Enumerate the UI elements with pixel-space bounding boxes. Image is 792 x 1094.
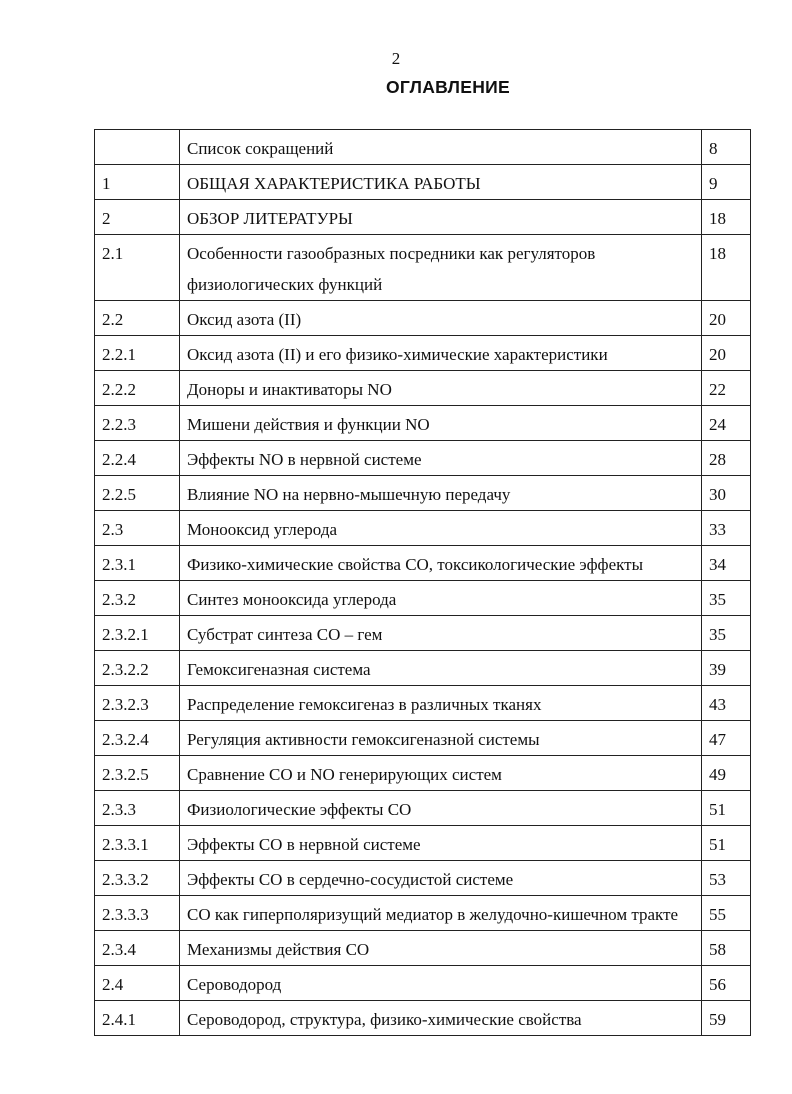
toc-row — [95, 371, 751, 406]
toc-row — [95, 651, 751, 686]
toc-section-title: Список сокращений — [180, 130, 702, 165]
toc-section-number: 2.3.2 — [95, 581, 180, 616]
toc-section-number: 2.3.2.5 — [95, 756, 180, 791]
toc-section-title: Эффекты СО в сердечно-сосудистой системе — [180, 861, 702, 896]
toc-row — [95, 896, 751, 931]
toc-section-number: 2.4 — [95, 966, 180, 1001]
toc-table — [94, 129, 751, 1036]
toc-section-number — [95, 130, 180, 165]
toc-section-title: Физиологические эффекты СО — [180, 791, 702, 826]
toc-row — [95, 791, 751, 826]
toc-section-title: Гемоксигеназная система — [180, 651, 702, 686]
toc-row — [95, 336, 751, 371]
toc-row — [95, 686, 751, 721]
toc-row — [95, 966, 751, 1001]
toc-row — [95, 1001, 751, 1036]
toc-page-number: 43 — [702, 686, 751, 721]
toc-section-title: Сравнение СО и NO генерирующих систем — [180, 756, 702, 791]
toc-page-number: 20 — [702, 301, 751, 336]
toc-row — [95, 200, 751, 235]
toc-page-number: 18 — [702, 200, 751, 235]
toc-page-number: 51 — [702, 791, 751, 826]
toc-page-number: 49 — [702, 756, 751, 791]
toc-section-number: 2.1 — [95, 235, 180, 301]
toc-page-number: 47 — [702, 721, 751, 756]
toc-row — [95, 721, 751, 756]
toc-section-number: 2.2.4 — [95, 441, 180, 476]
toc-section-title: Физико-химические свойства СО, токсикологические эффекты — [180, 546, 702, 581]
toc-section-title: Эффекты СО в нервной системе — [180, 826, 702, 861]
toc-section-number: 2.2 — [95, 301, 180, 336]
toc-page-number: 34 — [702, 546, 751, 581]
toc-page-number: 53 — [702, 861, 751, 896]
toc-section-number: 1 — [95, 165, 180, 200]
page-number: 2 — [391, 49, 401, 68]
toc-section-title: Влияние NO на нервно-мышечную передачу — [180, 476, 702, 511]
toc-row — [95, 861, 751, 896]
toc-section-title: ОБЩАЯ ХАРАКТЕРИСТИКА РАБОТЫ — [180, 165, 702, 200]
toc-section-title: Монооксид углерода — [180, 511, 702, 546]
toc-section-number: 2.3.3 — [95, 791, 180, 826]
toc-section-number: 2 — [95, 200, 180, 235]
toc-section-number: 2.2.1 — [95, 336, 180, 371]
toc-page-number: 58 — [702, 931, 751, 966]
toc-section-title: Особенности газообразных посредники как регуляторов физиологических функций — [180, 235, 702, 301]
toc-section-number: 2.3 — [95, 511, 180, 546]
toc-section-title: Оксид азота (II) и его физико-химические характеристики — [180, 336, 702, 371]
toc-section-title: Регуляция активности гемоксигеназной системы — [180, 721, 702, 756]
toc-section-number: 2.3.2.4 — [95, 721, 180, 756]
toc-section-number: 2.3.2.2 — [95, 651, 180, 686]
toc-row — [95, 826, 751, 861]
toc-section-number: 2.3.2.3 — [95, 686, 180, 721]
toc-page-number: 9 — [702, 165, 751, 200]
toc-section-number: 2.3.3.1 — [95, 826, 180, 861]
toc-row — [95, 616, 751, 651]
toc-page-number: 56 — [702, 966, 751, 1001]
toc-page-number: 30 — [702, 476, 751, 511]
toc-page-number: 35 — [702, 616, 751, 651]
toc-body — [95, 130, 751, 1036]
toc-row — [95, 476, 751, 511]
toc-row — [95, 441, 751, 476]
toc-section-title: ОБЗОР ЛИТЕРАТУРЫ — [180, 200, 702, 235]
toc-page-number: 18 — [702, 235, 751, 301]
toc-section-title: СО как гиперполяризущий медиатор в желудочно-кишечном тракте — [180, 896, 702, 931]
toc-row — [95, 406, 751, 441]
toc-row — [95, 235, 751, 301]
toc-row — [95, 511, 751, 546]
toc-section-number: 2.2.3 — [95, 406, 180, 441]
toc-row — [95, 756, 751, 791]
toc-page-number: 35 — [702, 581, 751, 616]
toc-section-title: Сероводород — [180, 966, 702, 1001]
toc-row — [95, 931, 751, 966]
toc-row — [95, 130, 751, 165]
toc-page-number: 59 — [702, 1001, 751, 1036]
toc-section-title: Синтез монооксида углерода — [180, 581, 702, 616]
toc-row — [95, 301, 751, 336]
toc-section-title: Оксид азота (II) — [180, 301, 702, 336]
toc-row — [95, 546, 751, 581]
toc-section-number: 2.2.5 — [95, 476, 180, 511]
toc-section-number: 2.3.4 — [95, 931, 180, 966]
toc-page-number: 20 — [702, 336, 751, 371]
toc-page-number: 33 — [702, 511, 751, 546]
toc-section-number: 2.3.3.3 — [95, 896, 180, 931]
toc-section-title: Субстрат синтеза СО – гем — [180, 616, 702, 651]
toc-page-number: 24 — [702, 406, 751, 441]
toc-section-title: Мишени действия и функции NO — [180, 406, 702, 441]
toc-section-title: Механизмы действия СО — [180, 931, 702, 966]
toc-page-number: 8 — [702, 130, 751, 165]
toc-page-number: 39 — [702, 651, 751, 686]
toc-row — [95, 581, 751, 616]
toc-section-title: Сероводород, структура, физико-химические свойства — [180, 1001, 702, 1036]
toc-page-number: 28 — [702, 441, 751, 476]
toc-page-number: 55 — [702, 896, 751, 931]
toc-page-number: 51 — [702, 826, 751, 861]
toc-section-title: Эффекты NO в нервной системе — [180, 441, 702, 476]
toc-section-number: 2.2.2 — [95, 371, 180, 406]
toc-section-number: 2.4.1 — [95, 1001, 180, 1036]
toc-page-number: 22 — [702, 371, 751, 406]
toc-section-title: Доноры и инактиваторы NO — [180, 371, 702, 406]
toc-section-number: 2.3.3.2 — [95, 861, 180, 896]
toc-section-title: Распределение гемоксигеназ в различных тканях — [180, 686, 702, 721]
toc-row — [95, 165, 751, 200]
toc-section-number: 2.3.2.1 — [95, 616, 180, 651]
page-title: ОГЛАВЛЕНИЕ — [385, 77, 511, 97]
toc-section-number: 2.3.1 — [95, 546, 180, 581]
